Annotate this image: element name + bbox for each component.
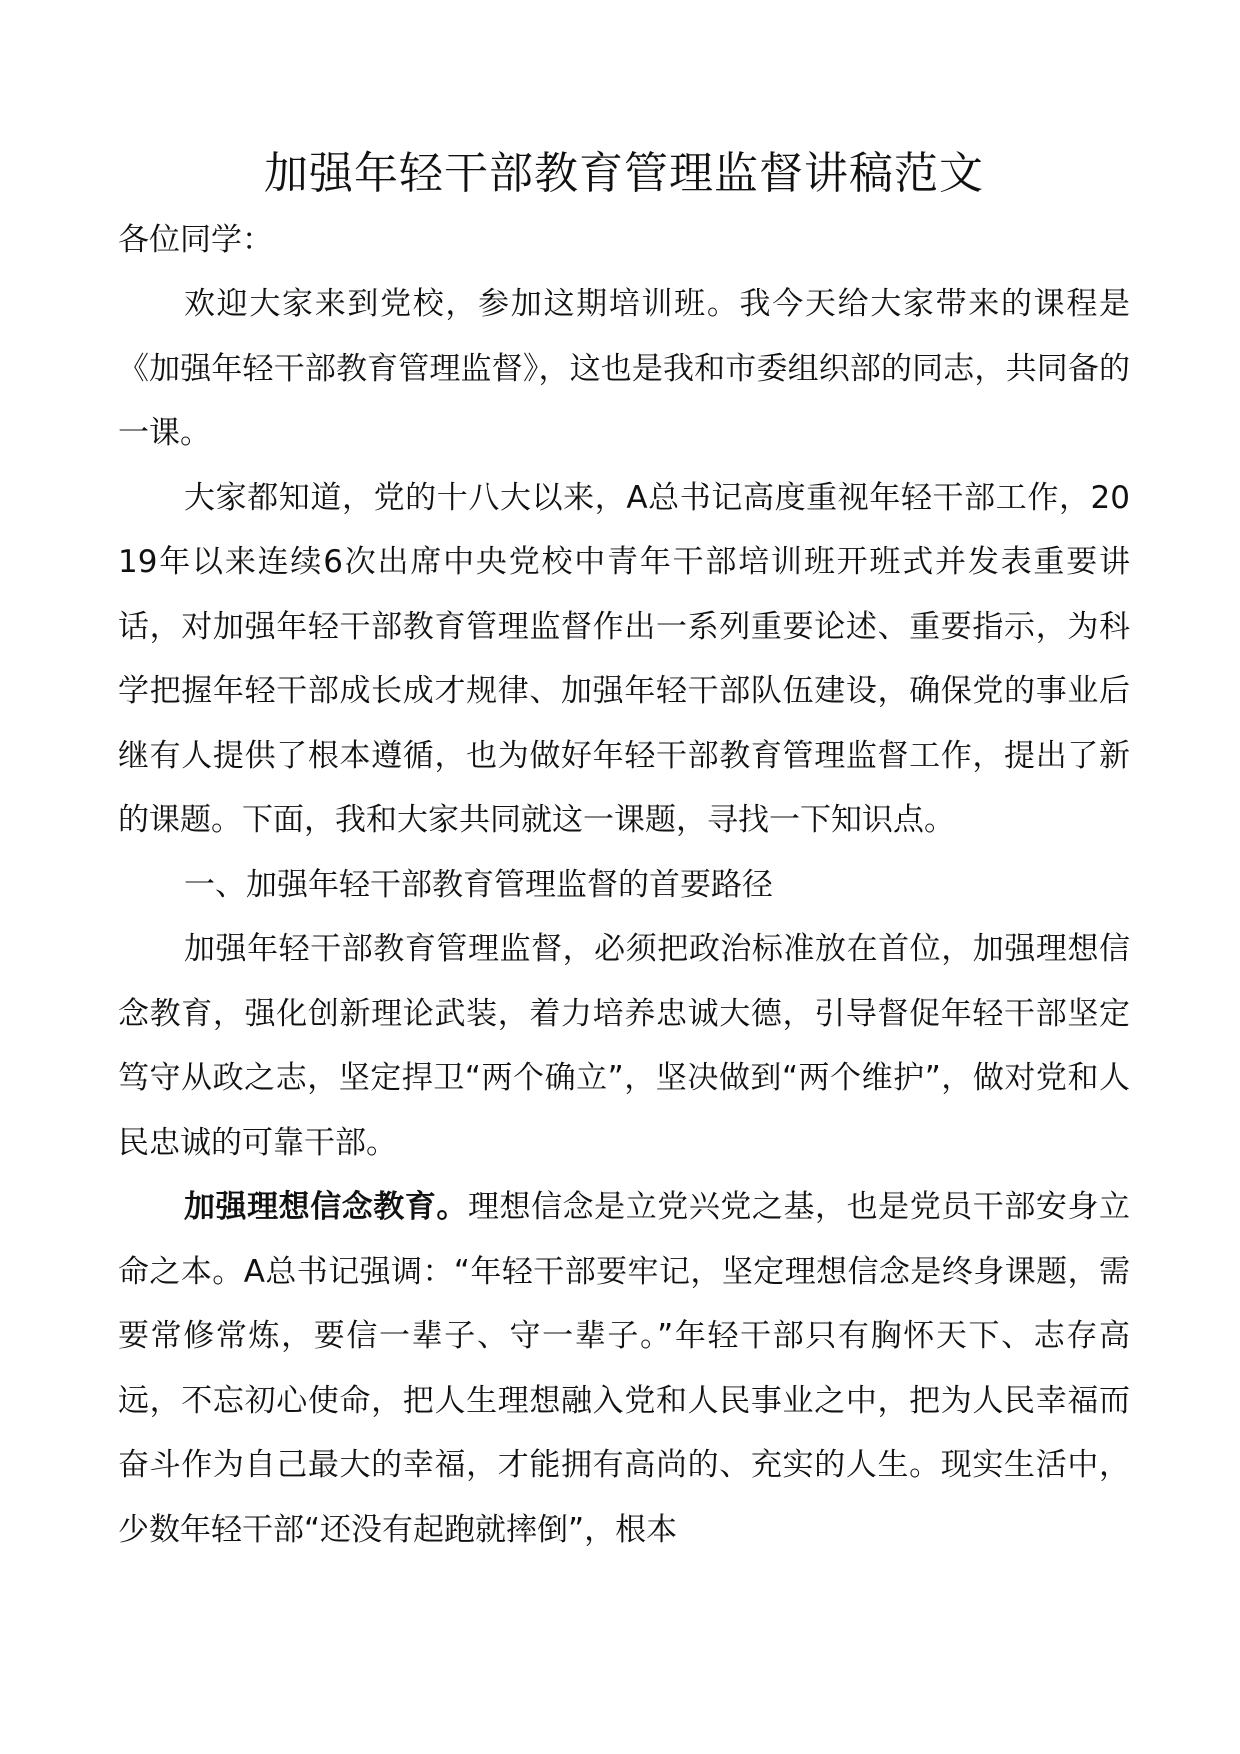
document-title: 加强年轻干部教育管理监督讲稿范文 [264, 148, 984, 199]
paragraph-welcome: 欢迎大家来到党校，参加这期培训班。我今天给大家带来的课程是《加强年轻干部教育管理监督》，这也是我和市委组织部的同志，共同备的一课。 [118, 286, 1130, 451]
salutation: 各位同学： [118, 222, 273, 258]
subsection-paragraph [118, 1175, 1130, 1562]
paragraph-background: 大家都知道，党的十八大以来，A总书记高度重视年轻干部工作，2019年以来连续6次出席中央党校中青年干部培训班开班式并发表重要讲话，对加强年轻干部教育管理监督作出一系列重要论述、重要指示，为科学把握年轻干部成长成才规律、加强年轻干部队伍建设，确保党的事业后继有人提供了根本遵循，也为做好年轻干部教育管理监督工作，提出了新的课题。下面，我和大家共同就这一课题，寻找一下知识点。 [118, 479, 1130, 838]
document-page [118, 0, 1130, 1562]
section-paragraph: 加强年轻干部教育管理监督，必须把政治标准放在首位，加强理想信念教育，强化创新理论武装，着力培养忠诚大德，引导督促年轻干部坚定笃守从政之志，坚定捍卫“两个确立”，坚决做到“两个维护”，做对党和人民忠诚的可靠干部。 [118, 931, 1130, 1161]
section-heading: 一、加强年轻干部教育管理监督的首要路径 [184, 866, 773, 903]
subsection-lead: 加强理想信念教育。 [184, 1189, 468, 1225]
subsection-text: 理想信念是立党兴党之基，也是党员干部安身立命之本。A总书记强调：“年轻干部要牢记，坚定理想信念是终身课题，需要常修常炼，要信一辈子、守一辈子。”年轻干部只有胸怀天下、志存高远，不忘初心使命，把人生理想融入党和人民事业之中，把为人民幸福而奋斗作为自己最大的幸福，才能拥有高尚的、充实的人生。现实生活中，少数年轻干部“还没有起跑就摔倒”，根本 [118, 1189, 1131, 1548]
